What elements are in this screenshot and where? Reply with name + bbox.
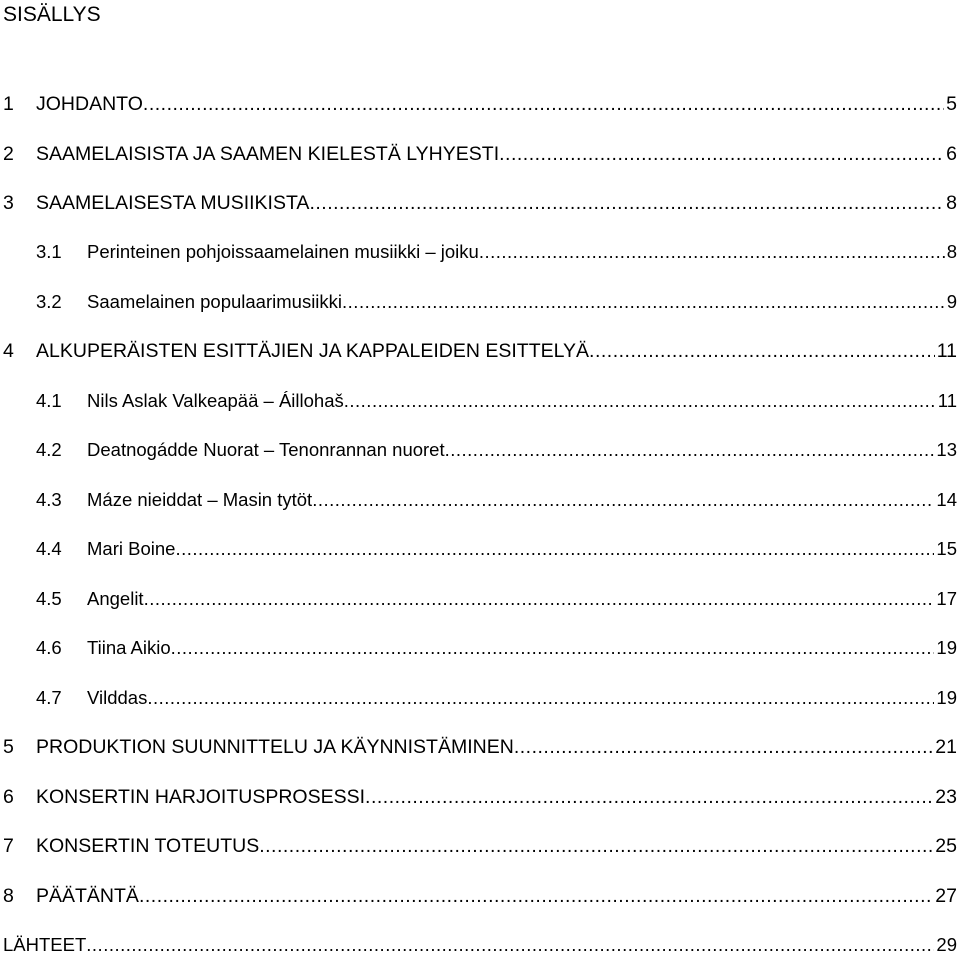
toc-entry-label: JOHDANTO — [36, 93, 143, 115]
dot-leader — [445, 437, 935, 463]
dot-leader — [175, 536, 934, 562]
toc-entry-line — [87, 635, 957, 661]
toc-entry-line — [87, 239, 957, 265]
toc-entry-number: 4.5 — [36, 588, 62, 609]
toc-entry[interactable] — [0, 932, 960, 958]
toc-entry[interactable] — [0, 784, 960, 810]
toc-entry-label: Deatnogádde Nuorat – Tenonrannan nuoret — [87, 439, 445, 460]
toc-entry-line — [36, 91, 957, 117]
toc-entry-number: 1 — [3, 93, 14, 115]
dot-leader — [144, 586, 935, 612]
dot-leader — [309, 190, 944, 216]
toc-entry-line — [87, 388, 957, 414]
toc-entry-number: 4.7 — [36, 687, 62, 708]
dot-leader — [259, 833, 933, 859]
toc-entry-line — [36, 141, 957, 167]
toc-entry[interactable] — [0, 289, 960, 315]
toc-entry-line — [36, 784, 957, 810]
toc-entry-label: PRODUKTION SUUNNITTELU JA KÄYNNISTÄMINEN — [36, 736, 514, 758]
toc-entry-label: Vilddas — [87, 687, 148, 708]
toc-entry-page-number: 6 — [946, 143, 957, 165]
toc-entry-page-number: 9 — [946, 291, 957, 312]
toc-entry-number: 8 — [3, 885, 14, 907]
toc-entry-number: 3.2 — [36, 291, 62, 312]
toc-entry-label: KONSERTIN HARJOITUSPROSESSI — [36, 786, 366, 808]
toc-entry-line — [36, 338, 957, 364]
toc-entry-label: LÄHTEET — [3, 934, 87, 955]
toc-entry-label: KONSERTIN TOTEUTUS — [36, 835, 260, 857]
toc-entry-page-number: 17 — [936, 588, 957, 609]
toc-entry-line — [87, 536, 957, 562]
toc-entry-number: 7 — [3, 835, 14, 857]
toc-entry-number: 4.6 — [36, 637, 62, 658]
dot-leader — [479, 239, 945, 265]
toc-entry[interactable] — [0, 487, 960, 513]
toc-entry-page-number: 19 — [936, 637, 957, 658]
dot-leader — [499, 141, 944, 167]
toc-entry[interactable] — [0, 685, 960, 711]
toc-entry-page-number: 19 — [936, 687, 957, 708]
toc-entry-number: 5 — [3, 736, 14, 758]
toc-entry-line — [36, 190, 957, 216]
toc-entry[interactable] — [0, 437, 960, 463]
toc-entry-number: 4.1 — [36, 390, 62, 411]
toc-entry-page-number: 5 — [946, 93, 957, 115]
toc-entry-number: 4 — [3, 340, 14, 362]
toc-entry-number: 4.4 — [36, 538, 62, 559]
toc-entry-label: Perinteinen pohjoissaamelainen musiikki – joiku — [87, 241, 479, 262]
toc-entry-number: 4.3 — [36, 489, 62, 510]
toc-entry-line — [87, 487, 957, 513]
toc-entry-label: Nils Aslak Valkeapää – Áillohaš — [87, 390, 344, 411]
dot-leader — [342, 289, 945, 315]
toc-entry-line — [36, 734, 957, 760]
toc-entry-line — [87, 685, 957, 711]
toc-entry[interactable] — [0, 239, 960, 265]
dot-leader — [312, 487, 934, 513]
toc-entry-number: 2 — [3, 143, 14, 165]
toc-entry-label: Mari Boine — [87, 538, 176, 559]
dot-leader — [365, 784, 933, 810]
toc-entry-page-number: 11 — [937, 390, 957, 411]
toc-entry[interactable] — [0, 883, 960, 909]
toc-entry-page-number: 11 — [936, 340, 957, 362]
toc-entry[interactable] — [0, 338, 960, 364]
toc-entry-line — [36, 883, 957, 909]
dot-leader — [344, 388, 936, 414]
toc-entry-label: Tiina Aikio — [87, 637, 171, 658]
toc-entry-number: 3 — [3, 192, 14, 214]
dot-leader — [86, 932, 934, 958]
toc-entry-line — [36, 833, 957, 859]
toc-entry-label: SAAMELAISISTA JA SAAMEN KIELESTÄ LYHYESTI — [36, 143, 500, 165]
toc-entry[interactable] — [0, 833, 960, 859]
toc-entry-label: PÄÄTÄNTÄ — [36, 885, 139, 907]
toc-entry-label: Máze nieiddat – Masin tytöt — [87, 489, 313, 510]
toc-entry-page-number: 13 — [936, 439, 957, 460]
toc-entry-number: 3.1 — [36, 241, 62, 262]
toc-entry[interactable] — [0, 190, 960, 216]
toc-entry-page-number: 15 — [936, 538, 957, 559]
page-title: SISÄLLYS — [3, 3, 101, 26]
toc-entry[interactable] — [0, 635, 960, 661]
toc-entry-line — [3, 932, 957, 958]
toc-entry[interactable] — [0, 388, 960, 414]
dot-leader — [143, 91, 944, 117]
toc-entry-label: Saamelainen populaarimusiikki — [87, 291, 343, 312]
toc-entry-label: ALKUPERÄISTEN ESITTÄJIEN JA KAPPALEIDEN ESITTELYÄ — [36, 340, 590, 362]
dot-leader — [514, 734, 933, 760]
dot-leader — [147, 685, 934, 711]
toc-entry-page-number: 14 — [936, 489, 957, 510]
toc-entry-page-number: 27 — [935, 885, 957, 907]
toc-entry-line — [87, 437, 957, 463]
toc-entry[interactable] — [0, 536, 960, 562]
toc-entry-label: SAAMELAISESTA MUSIIKISTA — [36, 192, 310, 214]
toc-entry-page-number: 21 — [935, 736, 957, 758]
dot-leader — [589, 338, 935, 364]
toc-entry[interactable] — [0, 734, 960, 760]
toc-entry-page-number: 8 — [946, 192, 957, 214]
toc-entry-page-number: 8 — [946, 241, 957, 262]
toc-entry-line — [87, 289, 957, 315]
toc-entry-label: Angelit — [87, 588, 144, 609]
toc-entry[interactable] — [0, 141, 960, 167]
toc-entry-page-number: 25 — [935, 835, 957, 857]
toc-entry-number: 6 — [3, 786, 14, 808]
dot-leader — [171, 635, 935, 661]
toc-entry-line — [87, 586, 957, 612]
toc-entry-number: 4.2 — [36, 439, 62, 460]
dot-leader — [139, 883, 933, 909]
toc-entry-page-number: 29 — [936, 934, 957, 955]
toc-entry[interactable] — [0, 586, 960, 612]
toc-entry-page-number: 23 — [935, 786, 957, 808]
toc-entry[interactable] — [0, 91, 960, 117]
